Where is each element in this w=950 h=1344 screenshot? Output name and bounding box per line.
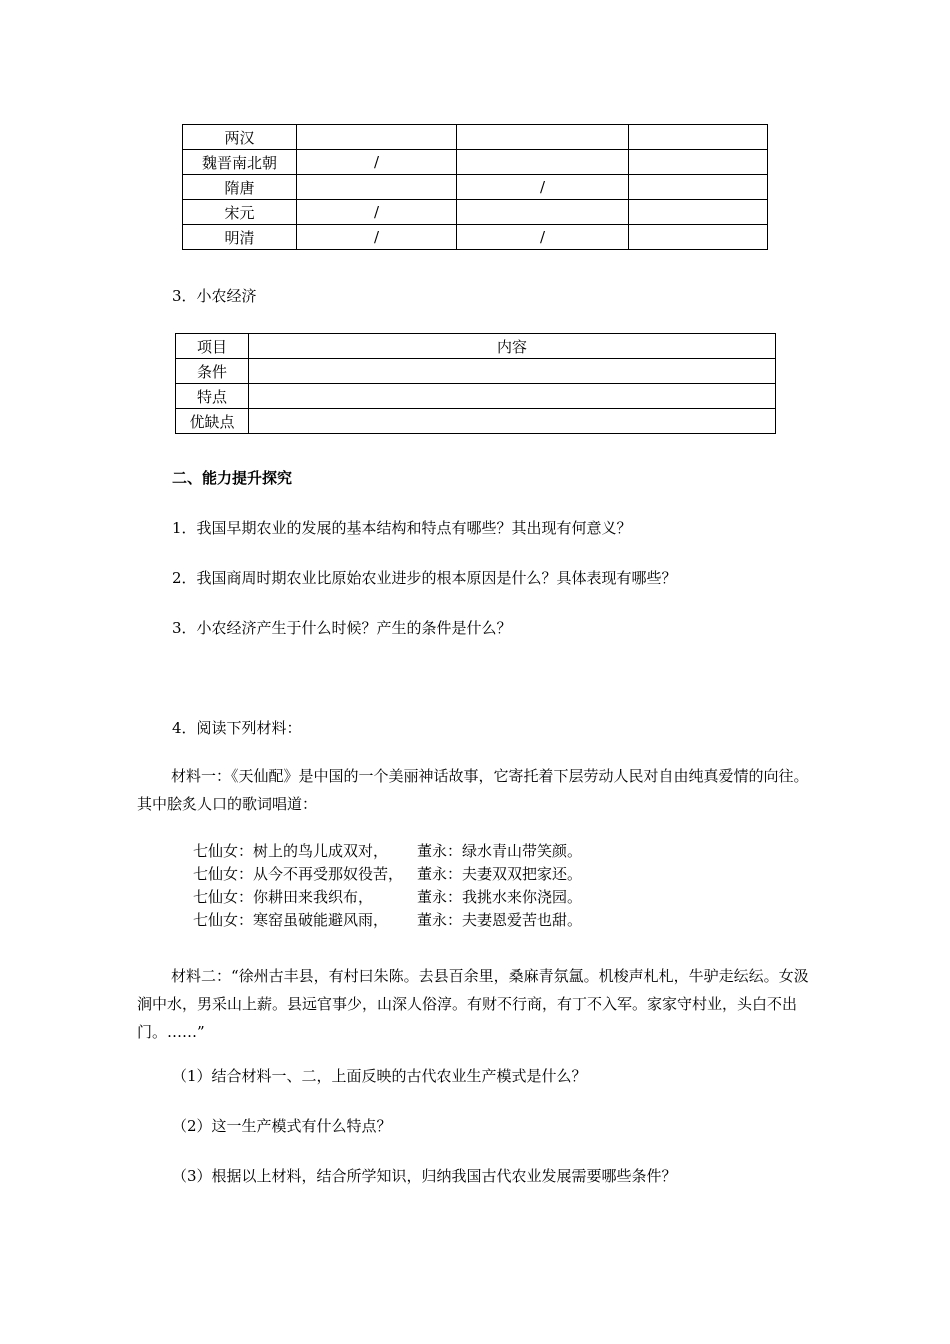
row-label: 明清	[183, 225, 297, 250]
table-row	[183, 225, 768, 250]
table-cell	[629, 150, 768, 175]
table-row	[183, 175, 768, 200]
table-cell	[249, 409, 776, 434]
song-line	[193, 909, 583, 932]
table-header-row	[176, 334, 776, 359]
table-cell	[249, 384, 776, 409]
song-part-a: 七仙女：树上的鸟儿成双对，	[193, 842, 389, 860]
material-1: 材料一：《天仙配》是中国的一个美丽神话故事，它寄托着下层劳动人民对自由纯真爱情的向往。其中脍炙人口的歌词唱道：	[137, 767, 809, 813]
material-2: 材料二：“徐州古丰县，有村曰朱陈。去县百余里，桑麻青氛氲。机梭声札札，牛驴走纭纭。女汲涧中水，男采山上薪。县远官事少，山深人俗淳。有财不行商，有丁不入军。家家守村业，头白不出门。……”	[137, 967, 809, 1041]
song-part-b: 董永：我挑水来你浇园。	[417, 888, 583, 906]
table-row	[176, 384, 776, 409]
section-title: 3．小农经济	[172, 287, 257, 305]
song-line	[193, 863, 583, 886]
question-1: 1．我国早期农业的发展的基本结构和特点有哪些？其出现有何意义？	[172, 519, 632, 537]
table-cell	[629, 175, 768, 200]
subquestion-2: （2）这一生产模式有什么特点？	[172, 1117, 392, 1135]
song-part-a: 七仙女：你耕田来我织布，	[193, 888, 374, 906]
song-part-a: 七仙女：寒窑虽破能避风雨，	[193, 911, 389, 929]
table-cell	[457, 150, 629, 175]
table-cell	[629, 125, 768, 150]
row-label: 魏晋南北朝	[183, 150, 297, 175]
table-cell: /	[297, 225, 457, 250]
song-part-b: 董永：绿水青山带笑颜。	[417, 842, 583, 860]
subquestion-1: （1）结合材料一、二，上面反映的古代农业生产模式是什么？	[172, 1067, 587, 1085]
table-cell	[629, 225, 768, 250]
table-row	[176, 359, 776, 384]
table-cell	[297, 175, 457, 200]
row-label: 两汉	[183, 125, 297, 150]
column-header: 内容	[249, 334, 776, 359]
table-cell	[457, 200, 629, 225]
row-label: 条件	[176, 359, 249, 384]
question-2: 2．我国商周时期农业比原始农业进步的根本原因是什么？具体表现有哪些？	[172, 569, 677, 587]
table-cell: /	[297, 200, 457, 225]
column-header: 项目	[176, 334, 249, 359]
table-cell	[629, 200, 768, 225]
table-row	[183, 125, 768, 150]
table-row	[183, 150, 768, 175]
song-line	[193, 886, 583, 909]
row-label: 优缺点	[176, 409, 249, 434]
table-cell: /	[457, 225, 629, 250]
row-label: 特点	[176, 384, 249, 409]
table-cell	[457, 125, 629, 150]
section-heading: 二、能力提升探究	[172, 469, 293, 487]
table-cell: /	[457, 175, 629, 200]
table-cell	[249, 359, 776, 384]
row-label: 宋元	[183, 200, 297, 225]
question-4: 4．阅读下列材料：	[172, 719, 302, 737]
small-peasant-economy-table	[175, 333, 776, 434]
table-cell	[297, 125, 457, 150]
table-row	[183, 200, 768, 225]
song-part-b: 董永：夫妻双双把家还。	[417, 865, 583, 883]
dynasty-table	[182, 124, 768, 250]
question-3: 3．小农经济产生于什么时候？产生的条件是什么？	[172, 619, 512, 637]
song-part-a: 七仙女：从今不再受那奴役苦，	[193, 865, 404, 883]
row-label: 隋唐	[183, 175, 297, 200]
song-part-b: 董永：夫妻恩爱苦也甜。	[417, 911, 583, 929]
table-cell: /	[297, 150, 457, 175]
subquestion-3: （3）根据以上材料，结合所学知识，归纳我国古代农业发展需要哪些条件？	[172, 1167, 677, 1185]
table-row	[176, 409, 776, 434]
song-line	[193, 840, 583, 863]
